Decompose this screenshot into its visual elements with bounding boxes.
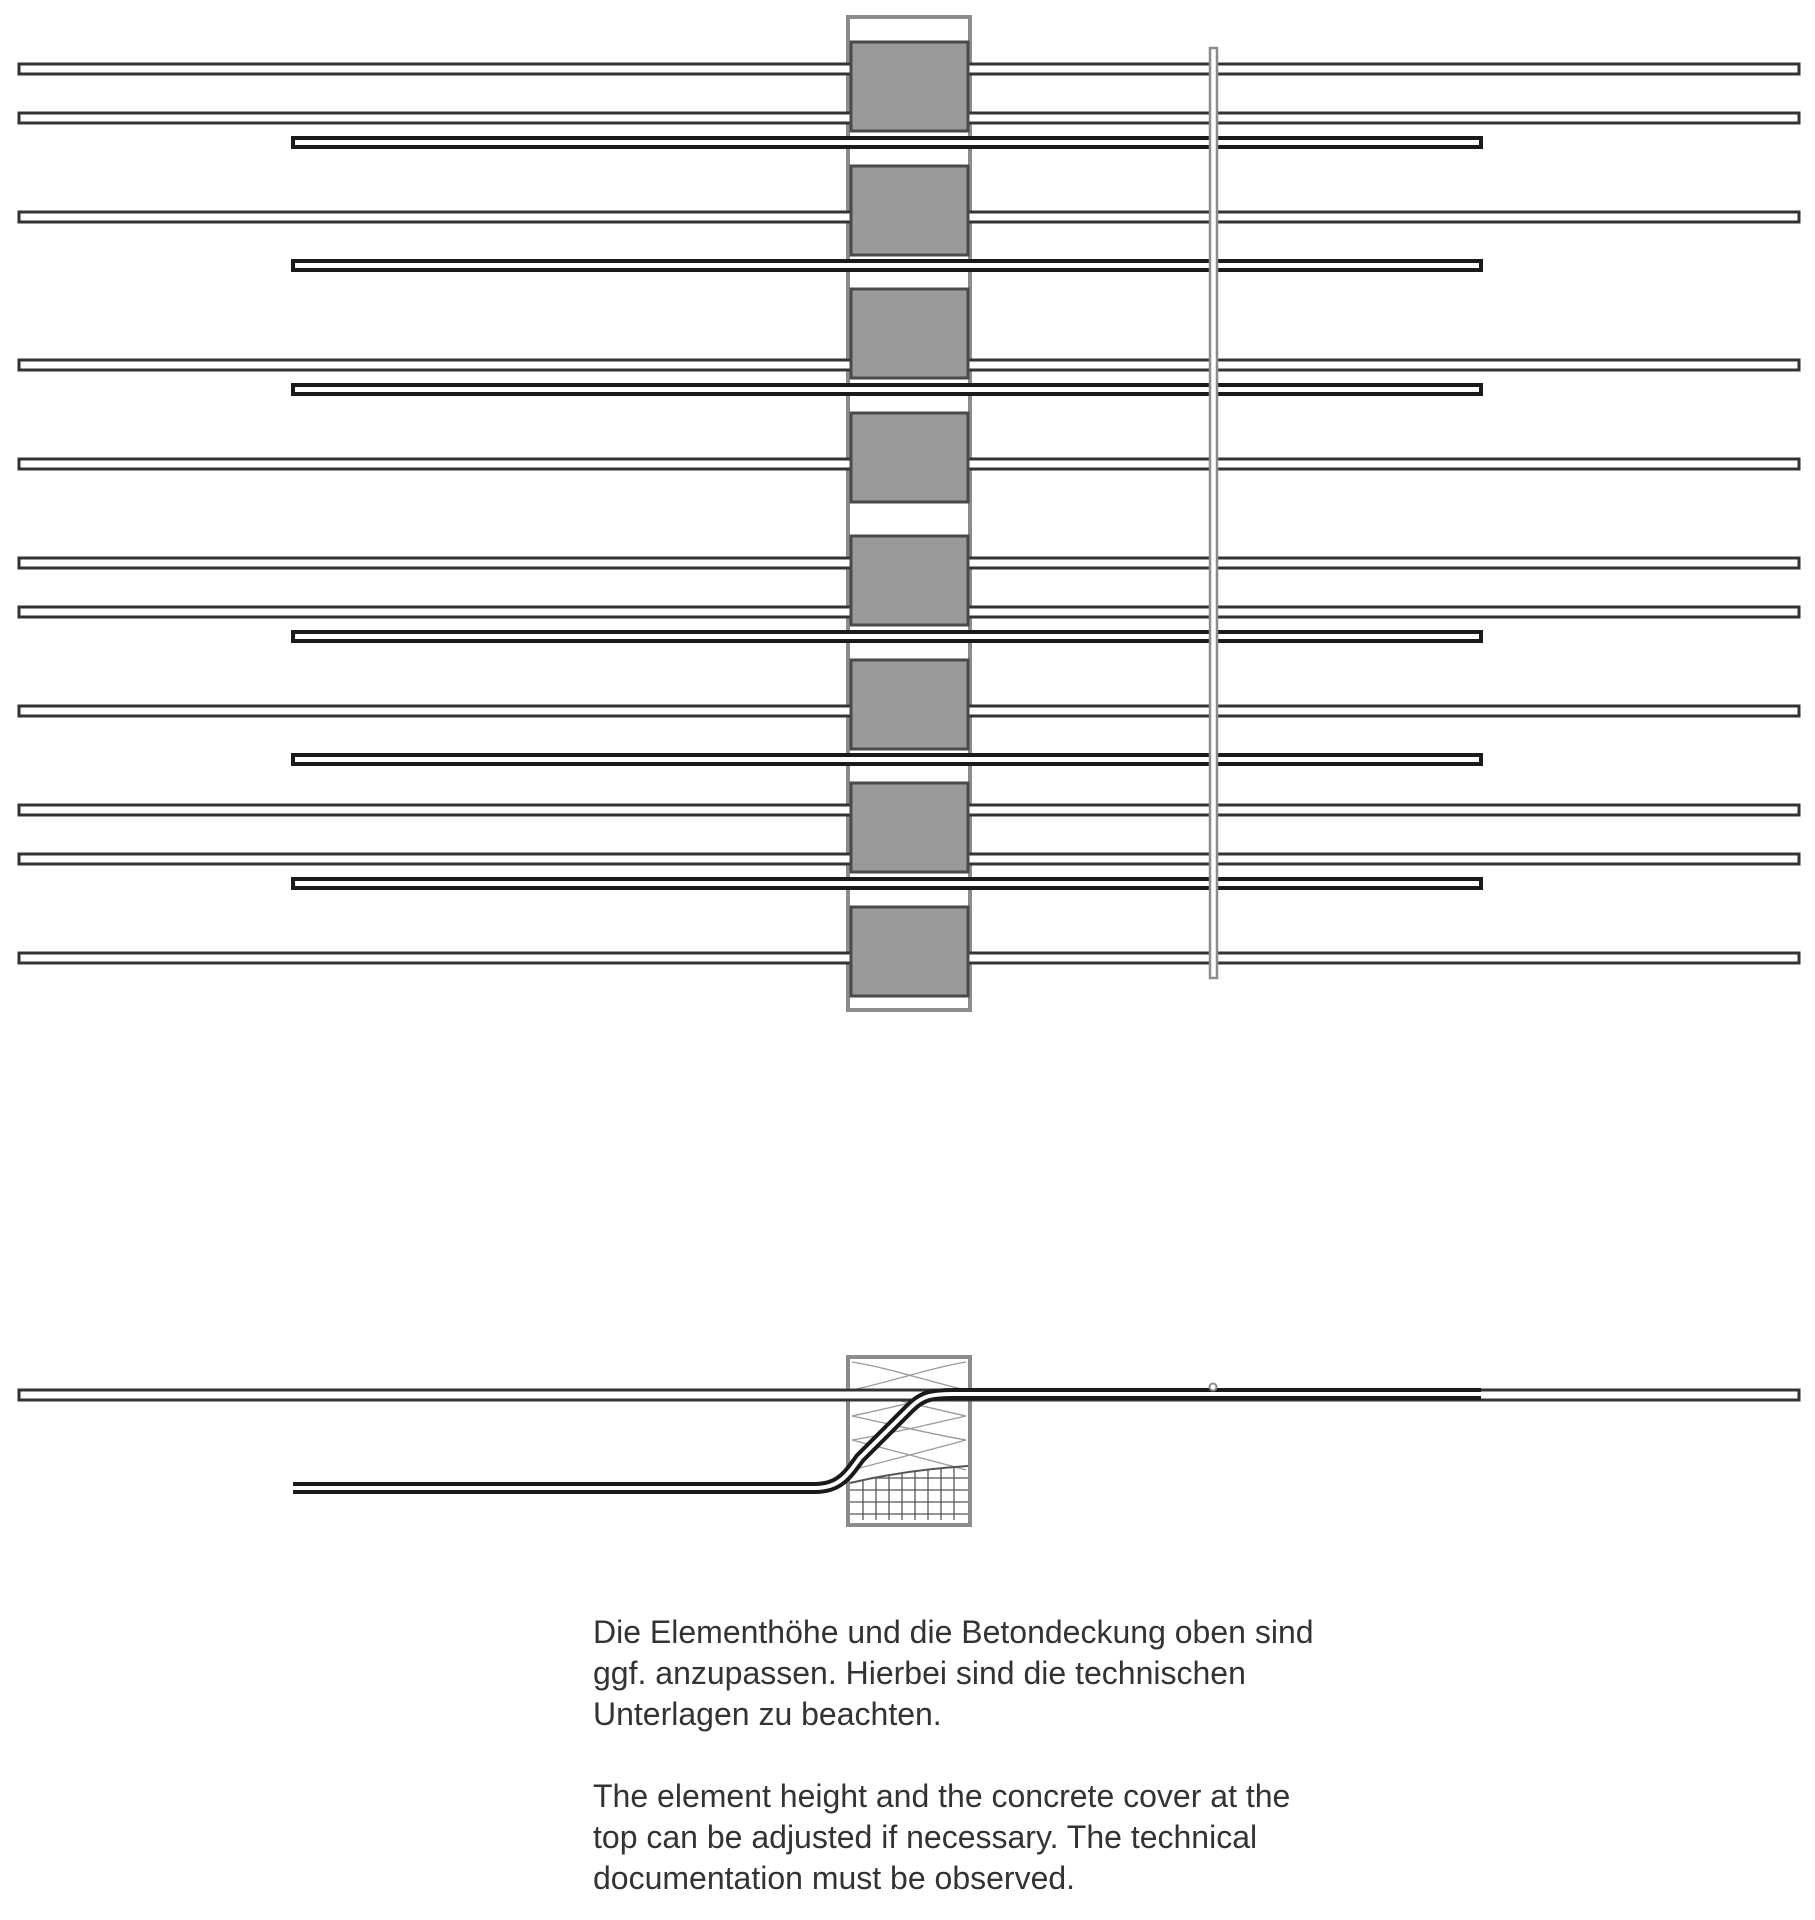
short-bar: [293, 385, 1481, 394]
insulation-block: [851, 413, 968, 502]
insulation-block: [851, 783, 968, 872]
note-spacer: [593, 1735, 1493, 1776]
notes-block: [593, 1612, 1493, 1899]
short-bar: [293, 261, 1481, 270]
insulation-block: [851, 907, 968, 996]
section-frame: [848, 1357, 970, 1525]
note-english: [593, 1776, 1493, 1899]
insulation-block: [851, 42, 968, 131]
note-line: Unterlagen zu beachten.: [593, 1696, 942, 1732]
short-bar: [293, 755, 1481, 764]
note-line: ggf. anzupassen. Hierbei sind die technischen: [593, 1655, 1246, 1691]
short-bar: [293, 632, 1481, 641]
insulation-block: [851, 536, 968, 625]
insulation-blocks: [851, 42, 968, 996]
note-line: Die Elementhöhe und die Betondeckung oben sind: [593, 1614, 1314, 1650]
section-long-bar: [19, 1390, 1799, 1400]
short-bar: [293, 879, 1481, 888]
vertical-bar-marker: [1210, 1384, 1217, 1391]
note-line: The element height and the concrete cover at the: [593, 1778, 1291, 1814]
short-bar: [293, 138, 1481, 147]
plan-view: [19, 17, 1799, 1010]
vertical-distribution-bar: [1210, 48, 1217, 978]
insulation-block: [851, 166, 968, 255]
note-line: documentation must be observed.: [593, 1860, 1076, 1896]
section-view: [19, 1357, 1799, 1525]
insulation-block: [851, 660, 968, 749]
insulation-block: [851, 289, 968, 378]
note-line: top can be adjusted if necessary. The technical: [593, 1819, 1258, 1855]
note-german: [593, 1612, 1493, 1735]
